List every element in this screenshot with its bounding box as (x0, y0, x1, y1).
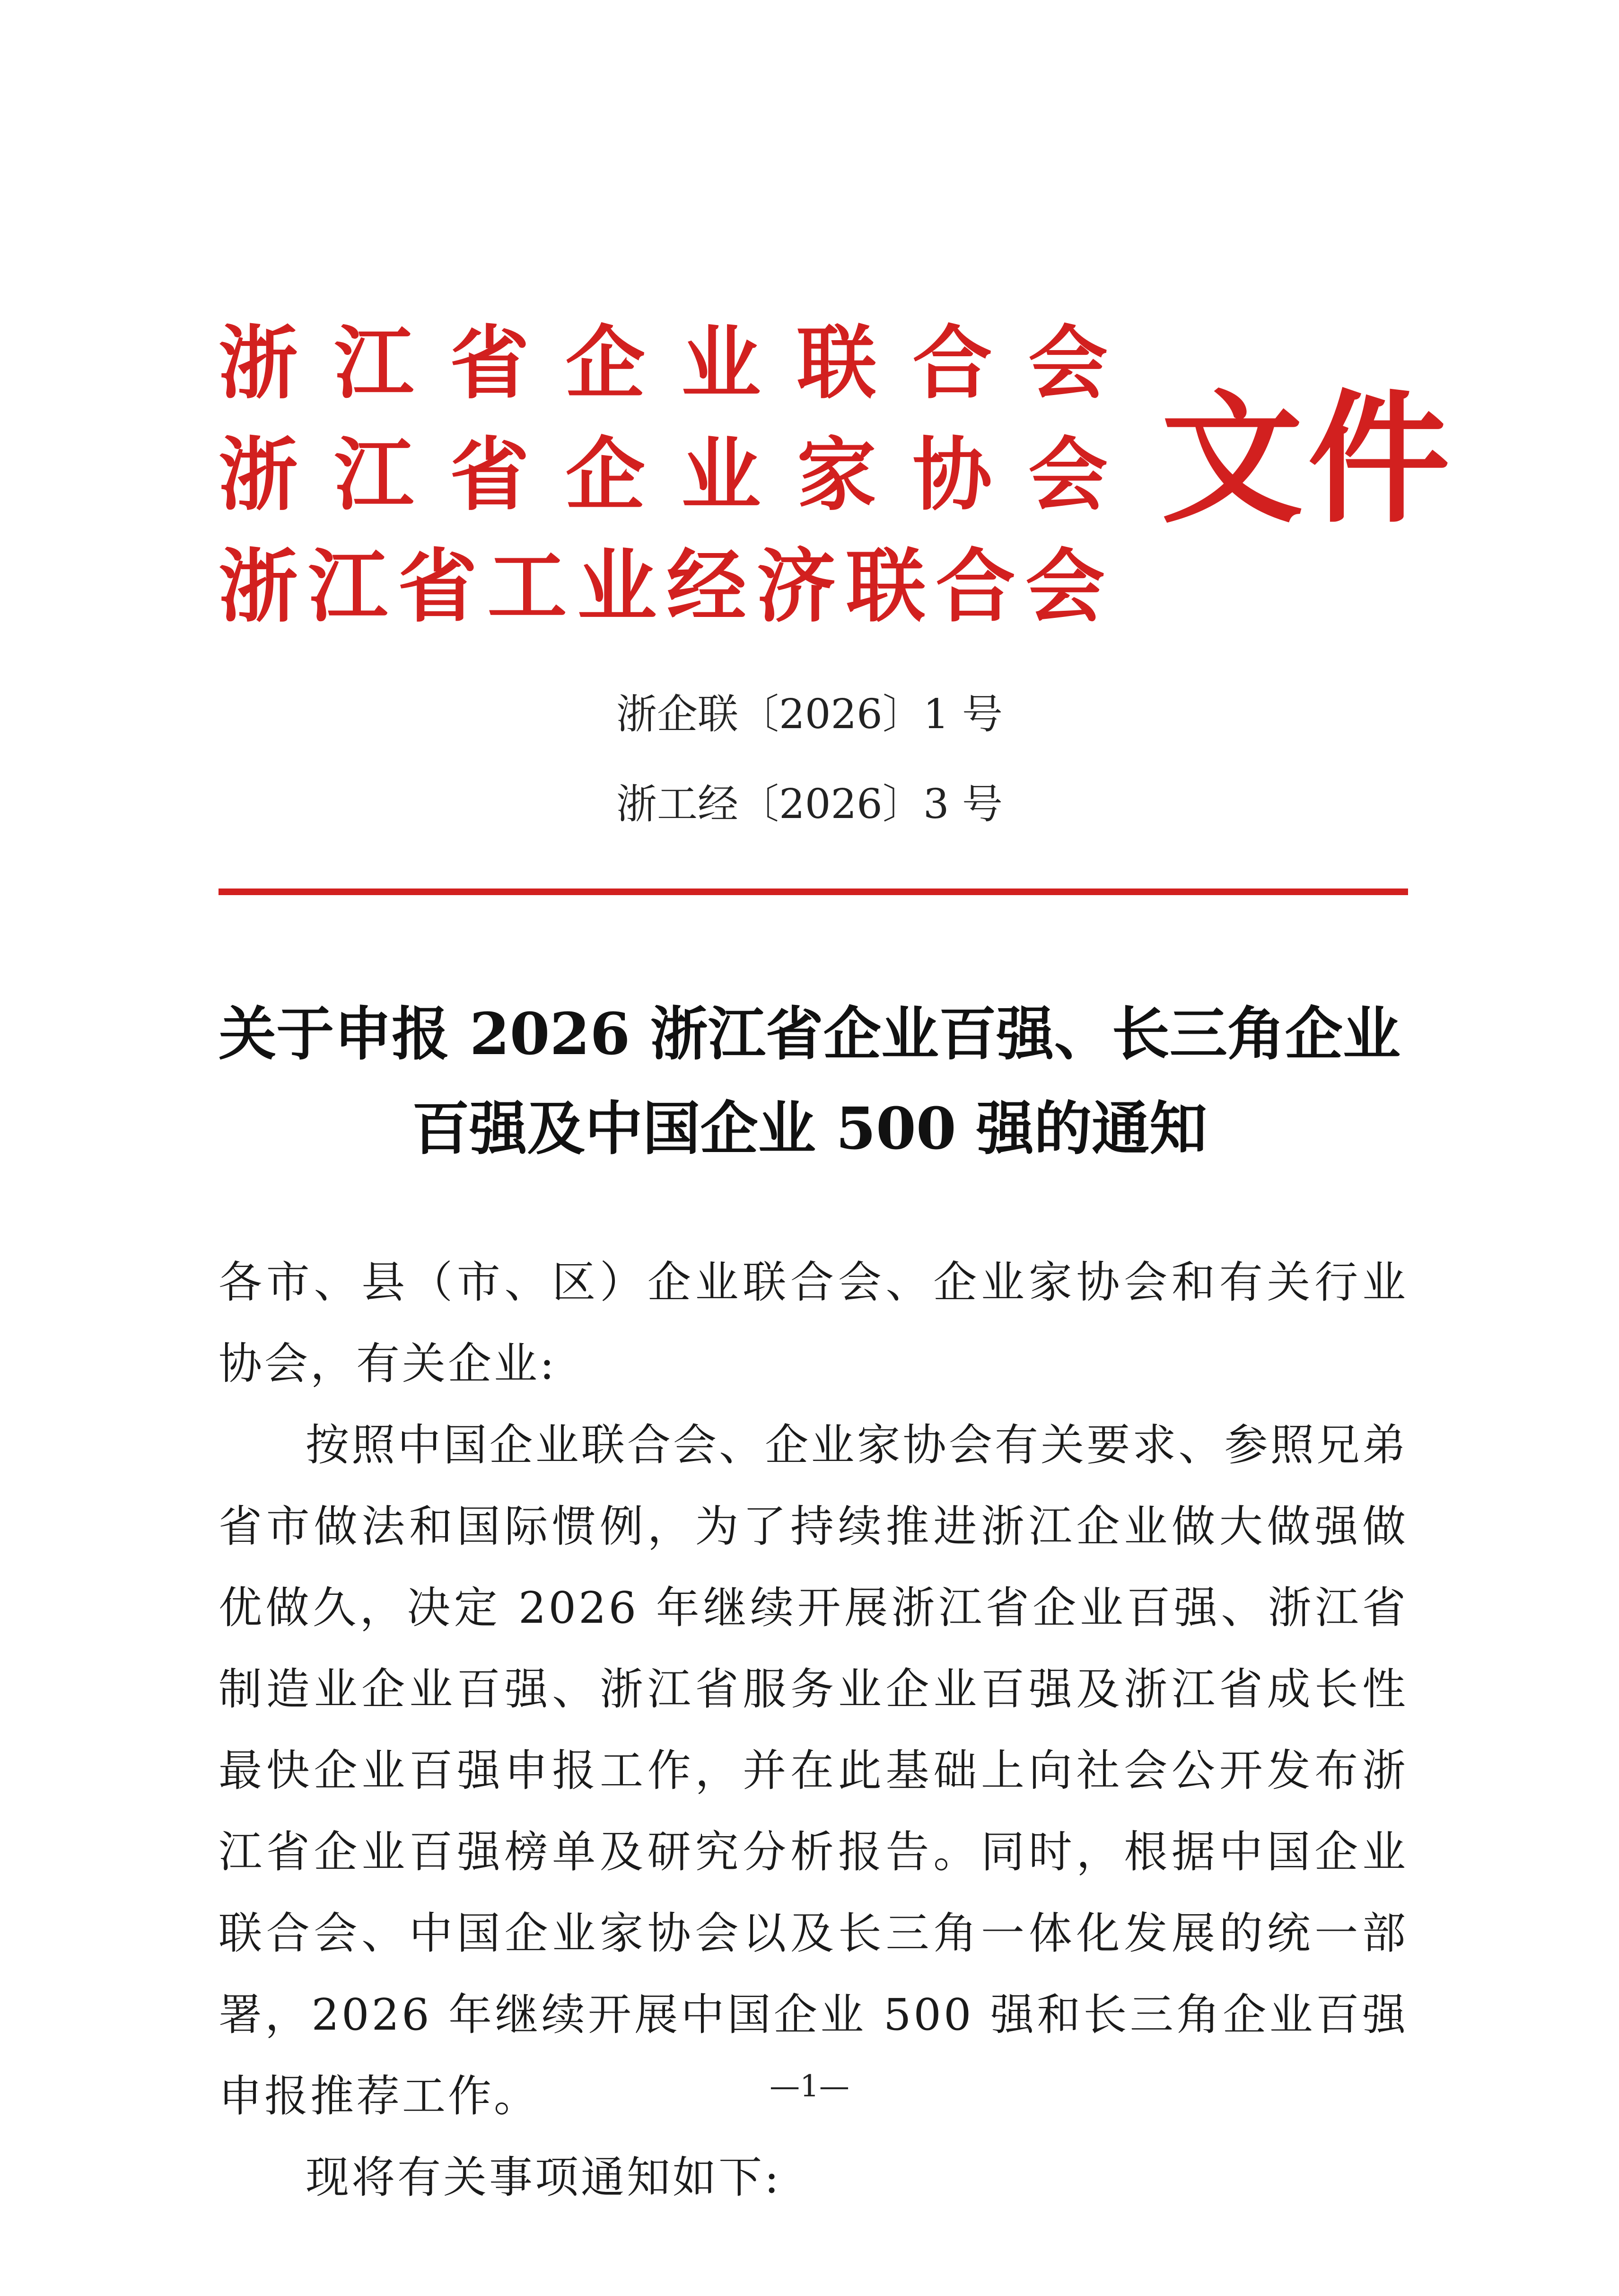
issuer-names (219, 308, 1108, 642)
body-paragraph-1: 按照中国企业联合会、企业家协会有关要求、参照兄弟省市做法和国际惯例，为了持续推进浙江企业做大做强做优做久，决定 2026 年继续开展浙江省企业百强、浙江省制造业企业百强、浙江省服务业企业百强及浙江省成长性最快企业百强申报工作，并在此基础上向社会公开发布浙江省企业百强榜单及研究分析报告。同时，根据中国企业联合会、中国企业家协会以及长三角一体化发展的统一部署，2026 年继续开展中国企业 500 强和长三角企业百强申报推荐工作。 (219, 1420, 1408, 2121)
body-paragraph-2: 现将有关事项通知如下: (306, 2152, 781, 2203)
document-word: 文件 (1161, 375, 1454, 542)
document-number-block-2 (0, 781, 1619, 828)
document-title (0, 986, 1619, 1176)
red-separator-line (219, 888, 1408, 895)
document-number-1: 浙企联〔2026〕1 号 (616, 691, 1003, 738)
issuer-name-2: 浙 江 省 企 业 家 协 会 (219, 429, 1108, 521)
issuer-name-3: 浙江省工业经济联合会 (219, 540, 1108, 633)
title-line-1: 关于申报 2026 浙江省企业百强、长三角企业 (219, 1000, 1400, 1068)
document-number-2: 浙工经〔2026〕3 号 (616, 781, 1003, 828)
addressee-paragraph: 各市、县（市、区）企业联合会、企业家协会和有关行业协会，有关企业: (219, 1257, 1408, 1389)
document-number-block (0, 691, 1619, 738)
title-line-2: 百强及中国企业 500 强的通知 (411, 1094, 1208, 1162)
page-number: —1— (770, 2069, 849, 2104)
issuer-name-1: 浙 江 省 企 业 联 合 会 (219, 317, 1108, 410)
